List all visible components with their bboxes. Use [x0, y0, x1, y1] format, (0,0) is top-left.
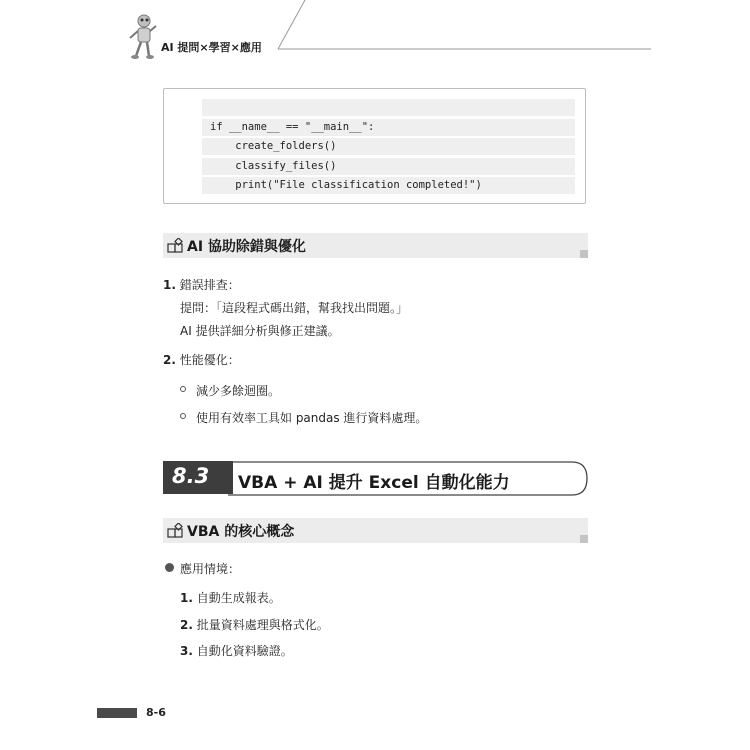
- item-label: 批量資料處理與格式化。: [196, 618, 329, 632]
- list-item: [180, 589, 281, 606]
- footer-bar: [97, 708, 137, 718]
- item-number: 1.: [180, 591, 193, 605]
- corner-square: [580, 250, 588, 258]
- dot-bullet-icon: [165, 563, 174, 572]
- running-head: AI 提問×學習×應用: [161, 41, 262, 54]
- code-block: [163, 88, 586, 204]
- item-label: 性能優化：: [179, 353, 240, 367]
- section-heading-bar: [163, 518, 588, 543]
- item-number: 1.: [163, 278, 176, 292]
- robot-logo: [126, 14, 158, 60]
- section-title: AI 協助除錯與優化: [187, 239, 306, 255]
- list-item: [180, 642, 293, 659]
- chapter-number: 8.3: [172, 464, 210, 488]
- body-text: 提問：「這段程式碼出錯，幫我找出問題。」: [180, 301, 409, 315]
- list-item: [163, 351, 240, 368]
- circle-bullet-icon: [180, 386, 186, 392]
- corner-square: [580, 535, 588, 543]
- list-item: [163, 276, 240, 293]
- item-label: 錯誤排查：: [179, 278, 240, 292]
- code-line: [202, 99, 575, 116]
- header-rule: [0, 0, 750, 60]
- chapter-title: VBA + AI 提升 Excel 自動化能力: [238, 473, 510, 493]
- item-label: 自動化資料驗證。: [196, 644, 293, 658]
- item-number: 2.: [180, 618, 193, 632]
- body-text: AI 提供詳細分析與修正建議。: [180, 324, 340, 338]
- item-label: 自動生成報表。: [196, 591, 281, 605]
- list-item: [180, 616, 329, 633]
- page-number: 8-6: [146, 706, 166, 719]
- code-line: print("File classification completed!"): [202, 177, 575, 194]
- bullet-text: 使用有效率工具如 pandas 進行資料處理。: [196, 411, 428, 425]
- code-line: if __name__ == "__main__":: [202, 119, 575, 136]
- section-title: VBA 的核心概念: [187, 524, 295, 540]
- circle-bullet-icon: [180, 413, 186, 419]
- section-icon: [167, 523, 183, 538]
- code-line: classify_files(): [202, 158, 575, 175]
- code-line: create_folders(): [202, 138, 575, 155]
- section-heading-bar: [163, 233, 588, 258]
- item-number: 2.: [163, 353, 176, 367]
- item-number: 3.: [180, 644, 193, 658]
- bullet-text: 應用情境：: [180, 562, 241, 576]
- bullet-text: 減少多餘迴圈。: [196, 384, 281, 398]
- section-icon: [167, 238, 183, 253]
